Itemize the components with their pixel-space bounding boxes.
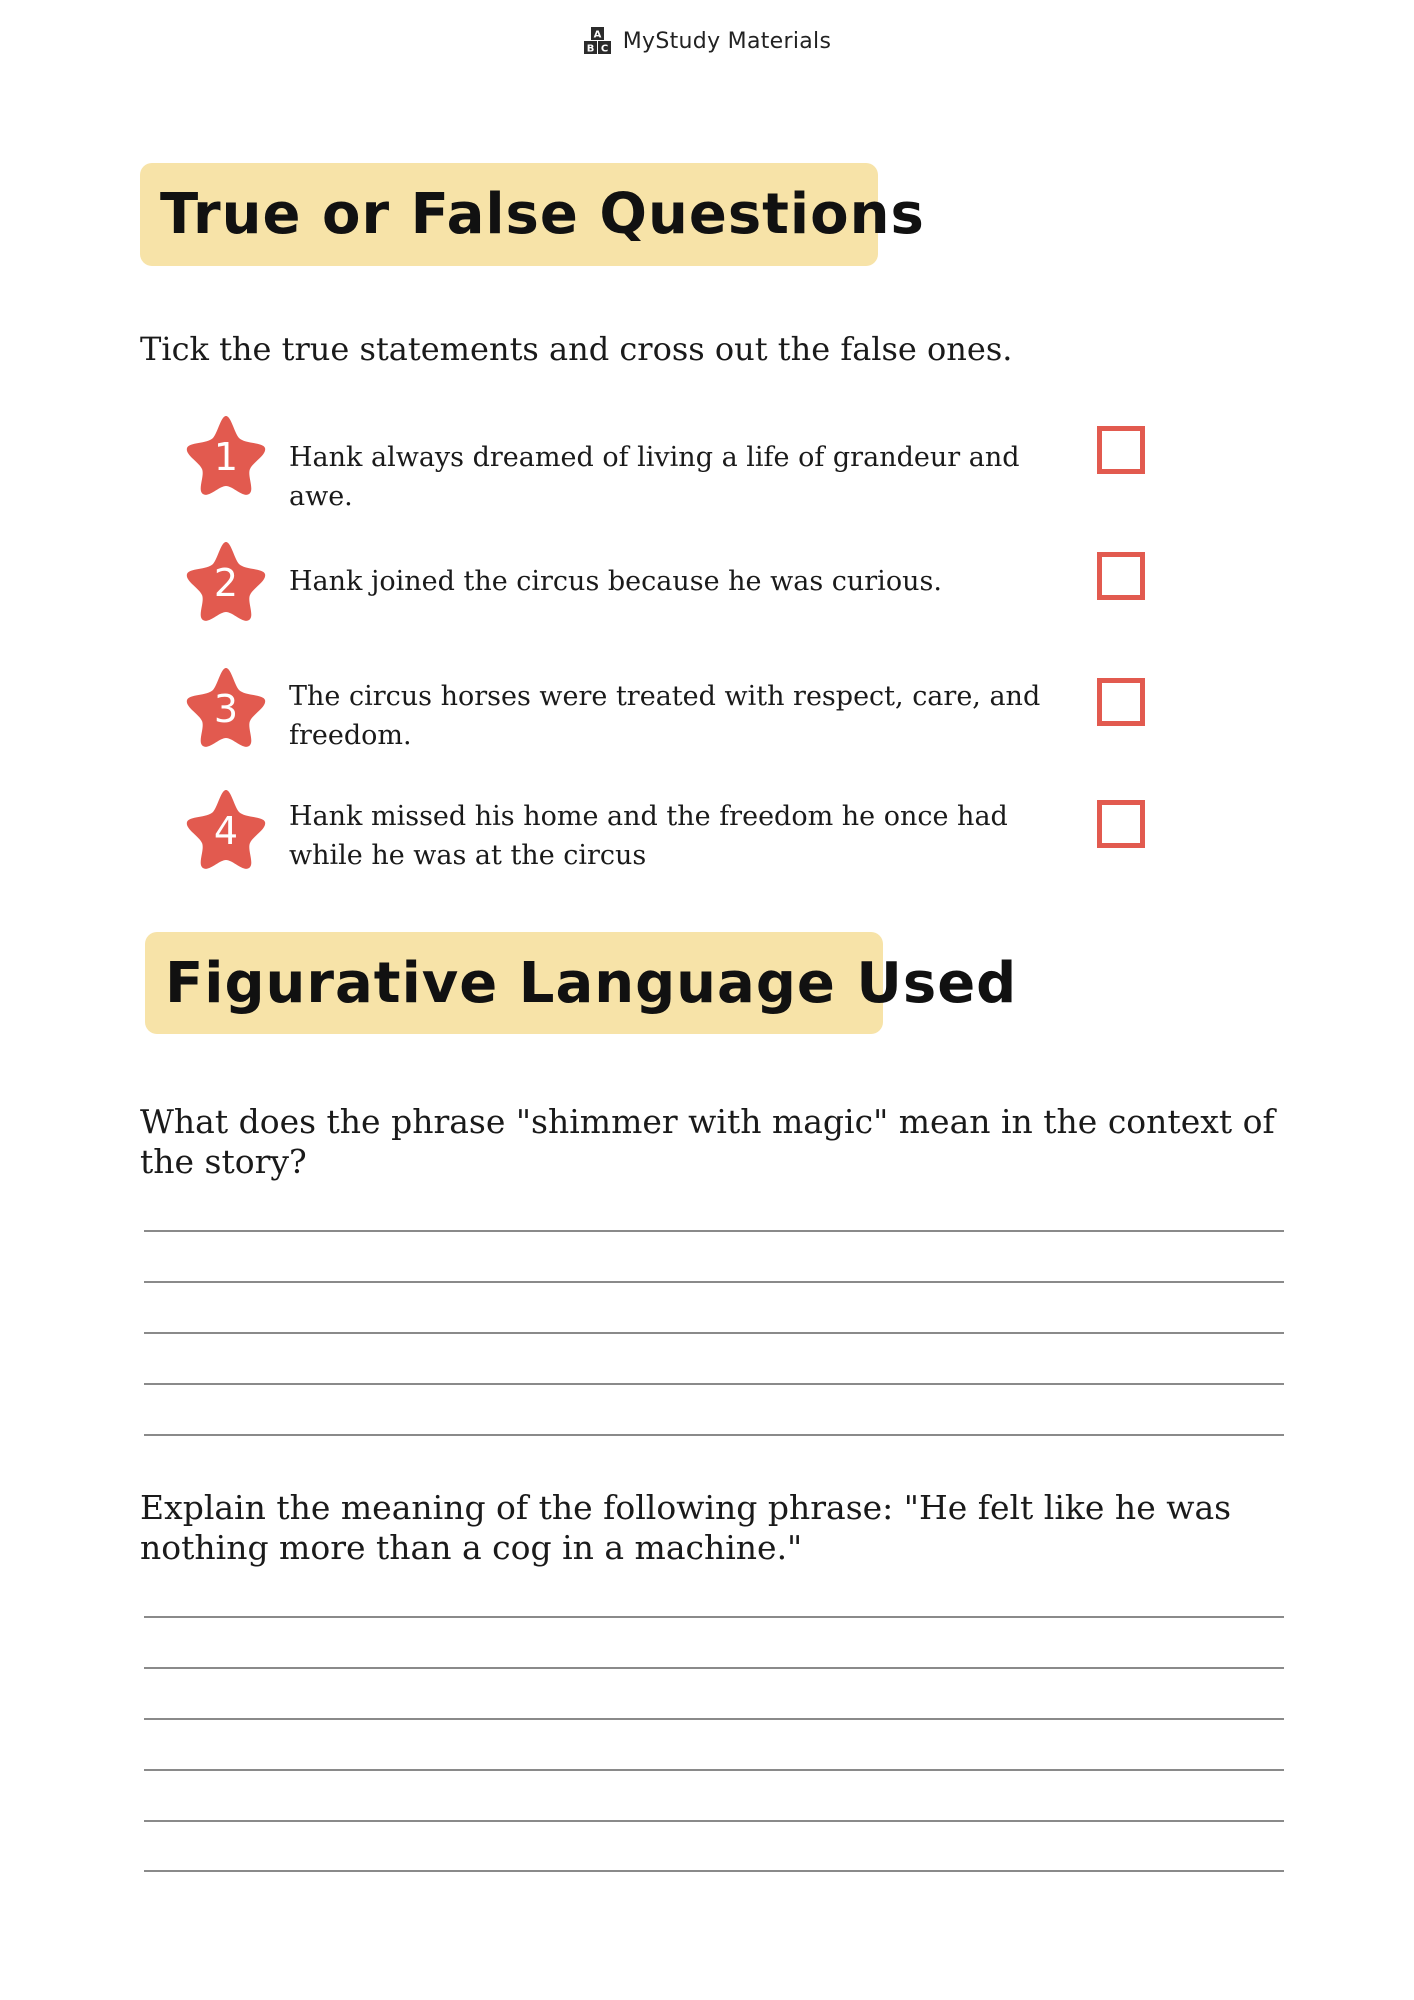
brand-name: MyStudy Materials — [622, 28, 832, 54]
answer-line[interactable] — [144, 1820, 1284, 1822]
answer-line[interactable] — [144, 1870, 1284, 1872]
star-icon — [183, 412, 269, 498]
abc-blocks-icon — [583, 26, 613, 56]
answer-line[interactable] — [144, 1616, 1284, 1618]
true-false-instruction: Tick the true statements and cross out the false ones. — [140, 330, 1013, 368]
tf-statement: Hank joined the circus because he was curious. — [289, 566, 942, 597]
answer-line[interactable] — [144, 1383, 1284, 1385]
star-icon — [183, 664, 269, 750]
answer-line[interactable] — [144, 1718, 1284, 1720]
tf-item — [183, 786, 1163, 876]
block-letter-c: C — [600, 43, 608, 55]
star-number: 4 — [213, 809, 239, 853]
true-false-banner — [140, 163, 925, 266]
tf-statement: Hank missed his home and the freedom he once had while he was at the circus — [289, 801, 1008, 871]
star-number: 2 — [213, 561, 239, 605]
answer-line[interactable] — [144, 1434, 1284, 1436]
star-number-badge — [183, 786, 269, 872]
question-1: What does the phrase "shimmer with magic" mean in the context of the story? — [140, 1102, 1275, 1181]
star-icon — [183, 786, 269, 872]
answer-line[interactable] — [144, 1281, 1284, 1283]
star-number: 1 — [213, 435, 239, 479]
tf-statement: Hank always dreamed of living a life of grandeur and awe. — [289, 442, 1020, 512]
tf-checkbox[interactable] — [1097, 800, 1145, 848]
answer-line[interactable] — [144, 1230, 1284, 1232]
star-number-badge — [183, 664, 269, 750]
answer-line[interactable] — [144, 1769, 1284, 1771]
tf-checkbox[interactable] — [1097, 552, 1145, 600]
tf-checkbox[interactable] — [1097, 426, 1145, 474]
star-number-badge — [183, 538, 269, 624]
tf-checkbox[interactable] — [1097, 678, 1145, 726]
figurative-banner — [145, 932, 1018, 1034]
true-false-title: True or False Questions — [160, 182, 925, 247]
tf-item — [183, 664, 1163, 754]
tf-item — [183, 412, 1163, 512]
tf-item — [183, 538, 1163, 628]
answer-line[interactable] — [144, 1667, 1284, 1669]
answer-line[interactable] — [144, 1332, 1284, 1334]
block-letter-a: A — [593, 29, 602, 41]
star-number: 3 — [213, 687, 239, 731]
star-icon — [183, 538, 269, 624]
question-2: Explain the meaning of the following phrase: "He felt like he was nothing more than a cog in a machine." — [140, 1488, 1232, 1567]
block-letter-b: B — [586, 43, 595, 55]
star-number-badge — [183, 412, 269, 498]
figurative-title: Figurative Language Used — [165, 950, 1018, 1016]
brand-header — [0, 24, 1414, 58]
tf-statement: The circus horses were treated with respect, care, and freedom. — [289, 681, 1041, 751]
